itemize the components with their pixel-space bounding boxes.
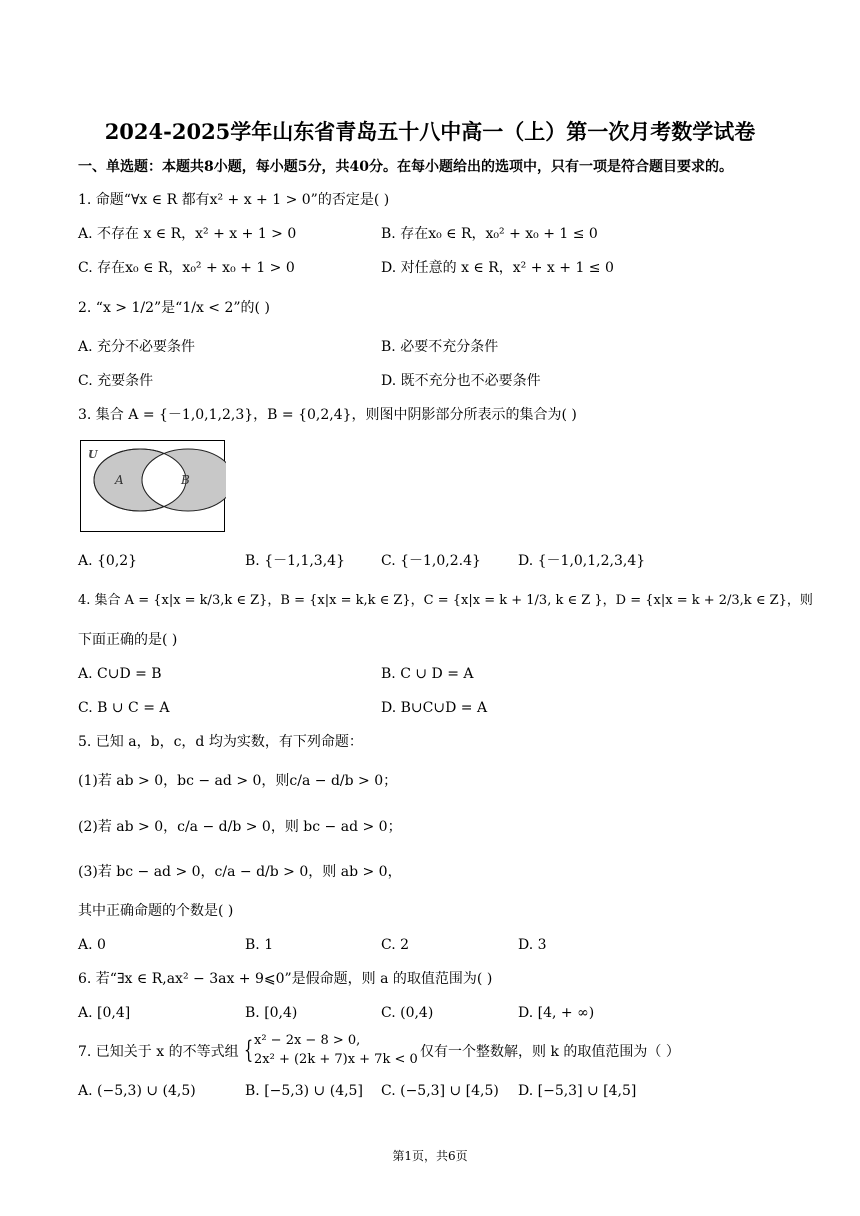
venn-label-a: A xyxy=(115,473,124,487)
exam-title: 2024-2025学年山东省青岛五十八中高一（上）第一次月考数学试卷 xyxy=(104,119,756,144)
q7-brace: { xyxy=(244,1036,254,1064)
q5-ask: 其中正确命题的个数是( ) xyxy=(78,903,234,919)
q7-system-line1: x² − 2x − 8 > 0, xyxy=(254,1033,361,1048)
q6-option-d: D. [4, + ∞) xyxy=(518,1005,595,1021)
q2-option-a: A. 充分不必要条件 xyxy=(78,339,196,355)
q3-option-c: C. {－1,0,2.4} xyxy=(381,553,481,569)
q4-stem-line1: 4. 集合 A = {x|x = k/3,k ∈ Z}，B = {x|x = k,k ∈ Z}，C = {x|x = k + 1/3, k ∈ Z }，D = {x|x = k + 2/3,k ∈ Z}，则 xyxy=(78,593,813,608)
q7-option-d: D. [−5,3] ∪ [4,5] xyxy=(518,1083,637,1099)
venn-diagram xyxy=(80,440,226,533)
q5-proposition-2: (2)若 ab > 0，c/a − d/b > 0，则 bc − ad > 0； xyxy=(78,819,402,835)
q3-option-d: D. {－1,0,1,2,3,4} xyxy=(518,553,646,569)
q2-option-b: B. 必要不充分条件 xyxy=(381,339,499,355)
q2-option-d: D. 既不充分也不必要条件 xyxy=(381,373,541,389)
q6-option-b: B. [0,4) xyxy=(245,1005,298,1021)
q5-option-b: B. 1 xyxy=(245,937,274,953)
q4-option-d: D. B∪C∪D = A xyxy=(381,700,488,716)
q4-option-c: C. B ∪ C = A xyxy=(78,700,170,716)
q2-option-c: C. 充要条件 xyxy=(78,373,154,389)
q3-option-a: A. {0,2} xyxy=(78,553,138,569)
q1-stem: 1. 命题“∀x ∈ R 都有x² + x + 1 > 0”的否定是( ) xyxy=(78,192,390,208)
q7-stem-pre: 7. 已知关于 x 的不等式组 xyxy=(78,1044,239,1060)
q4-option-a: A. C∪D = B xyxy=(78,666,162,682)
q2-stem: 2. “x > 1/2”是“1/x < 2”的( ) xyxy=(78,300,270,316)
q1-option-b: B. 存在x₀ ∈ R，x₀² + x₀ + 1 ≤ 0 xyxy=(381,226,598,242)
venn-label-u: U xyxy=(88,448,98,461)
q5-stem: 5. 已知 a，b，c，d 均为实数，有下列命题： xyxy=(78,734,363,750)
q5-proposition-1: (1)若 ab > 0，bc − ad > 0，则c/a − d/b > 0； xyxy=(78,773,398,789)
q1-option-c: C. 存在x₀ ∈ R，x₀² + x₀ + 1 > 0 xyxy=(78,260,295,276)
q6-option-c: C. (0,4) xyxy=(381,1005,434,1021)
q4-option-b: B. C ∪ D = A xyxy=(381,666,474,682)
q3-option-b: B. {－1,1,3,4} xyxy=(245,553,345,569)
q5-option-c: C. 2 xyxy=(381,937,410,953)
q7-option-c: C. (−5,3] ∪ [4,5) xyxy=(381,1083,499,1099)
q3-stem: 3. 集合 A = {－1,0,1,2,3}，B = {0,2,4}，则图中阴影部分所表示的集合为( ) xyxy=(78,407,577,423)
q7-system-line2: 2x² + (2k + 7)x + 7k < 0 xyxy=(254,1052,418,1067)
page-footer: 第1页，共6页 xyxy=(392,1149,468,1163)
q6-stem: 6. 若“∃x ∈ R,ax² − 3ax + 9⩽0”是假命题，则 a 的取值范围为( ) xyxy=(78,971,493,987)
q7-stem-post: 仅有一个整数解，则 k 的取值范围为（ ） xyxy=(420,1044,680,1060)
q6-option-a: A. [0,4] xyxy=(78,1005,131,1021)
section-heading: 一、单选题：本题共8小题，每小题5分，共40分。在每小题给出的选项中，只有一项是符合题目要求的。 xyxy=(78,159,733,175)
q4-stem-line2: 下面正确的是( ) xyxy=(78,632,178,648)
q5-proposition-3: (3)若 bc − ad > 0，c/a − d/b > 0，则 ab > 0， xyxy=(78,864,402,880)
venn-label-b: B xyxy=(181,473,190,487)
q5-option-a: A. 0 xyxy=(78,937,106,953)
q1-option-d: D. 对任意的 x ∈ R，x² + x + 1 ≤ 0 xyxy=(381,260,614,276)
q7-option-a: A. (−5,3) ∪ (4,5) xyxy=(78,1083,196,1099)
q7-option-b: B. [−5,3) ∪ (4,5] xyxy=(245,1083,363,1099)
q5-option-d: D. 3 xyxy=(518,937,547,953)
q1-option-a: A. 不存在 x ∈ R，x² + x + 1 > 0 xyxy=(78,226,297,242)
